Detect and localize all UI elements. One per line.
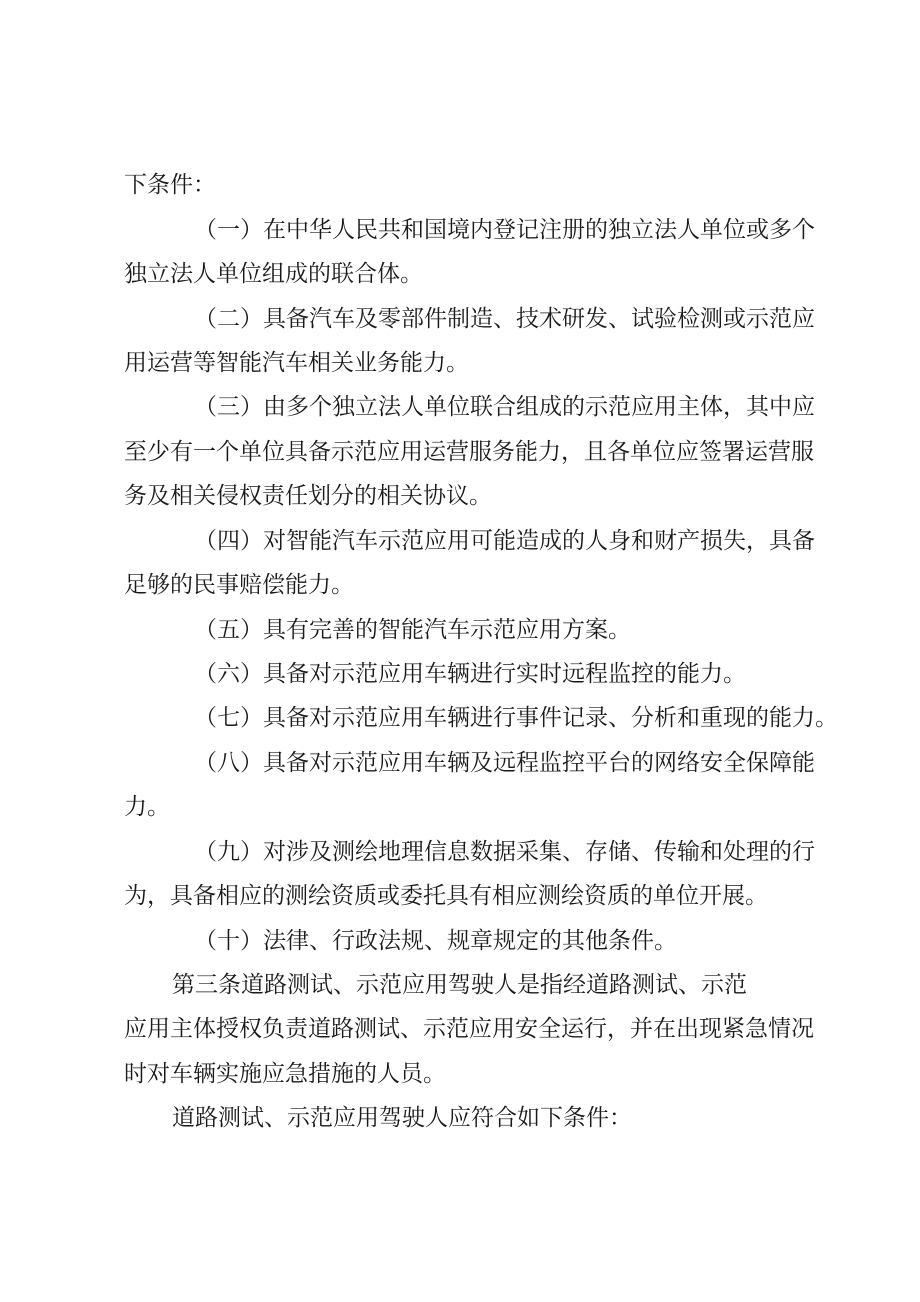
text-line: 力。 [124, 794, 170, 820]
paragraph-line: （三）由多个独立法人单位联合组成的示范应用主体，其中应 [194, 394, 815, 420]
paragraph-line: （十）法律、行政法规、规章规定的其他条件。 [194, 928, 677, 954]
text-line: 足够的民事赔偿能力。 [124, 572, 354, 598]
paragraph-line: （八）具备对示范应用车辆及远程监控平台的网络安全保障能 [194, 750, 815, 776]
article-heading-line: 第三条道路测试、示范应用驾驶人是指经道路测试、示范 [172, 972, 747, 998]
text-line: 下条件： [124, 172, 216, 198]
text-line: 时对车辆实施应急措施的人员。 [124, 1061, 446, 1087]
paragraph-line: （五）具有完善的智能汽车示范应用方案。 [194, 617, 631, 643]
text-line: 用运营等智能汽车相关业务能力。 [124, 350, 469, 376]
paragraph-line: （二）具备汽车及零部件制造、技术研发、试验检测或示范应 [194, 306, 815, 332]
paragraph-line: （四）对智能汽车示范应用可能造成的人身和财产损失，具备 [194, 528, 815, 554]
text-line: 务及相关侵权责任划分的相关协议。 [124, 483, 492, 509]
paragraph-line: （七）具备对示范应用车辆进行事件记录、分析和重现的能力。 [194, 705, 838, 731]
text-line: 为，具备相应的测绘资质或委托具有相应测绘资质的单位开展。 [124, 883, 768, 909]
paragraph-line: 道路测试、示范应用驾驶人应符合如下条件： [172, 1105, 632, 1131]
paragraph-line: （六）具备对示范应用车辆进行实时远程监控的能力。 [194, 661, 746, 687]
text-line: 独立法人单位组成的联合体。 [124, 261, 423, 287]
text-line: 至少有一个单位具备示范应用运营服务能力，且各单位应签署运营服 [124, 439, 814, 465]
paragraph-line: （九）对涉及测绘地理信息数据采集、存储、传输和处理的行 [194, 839, 815, 865]
paragraph-line: （一）在中华人民共和国境内登记注册的独立法人单位或多个 [194, 217, 815, 243]
text-line: 应用主体授权负责道路测试、示范应用安全运行，并在出现紧急情况 [124, 1016, 814, 1042]
